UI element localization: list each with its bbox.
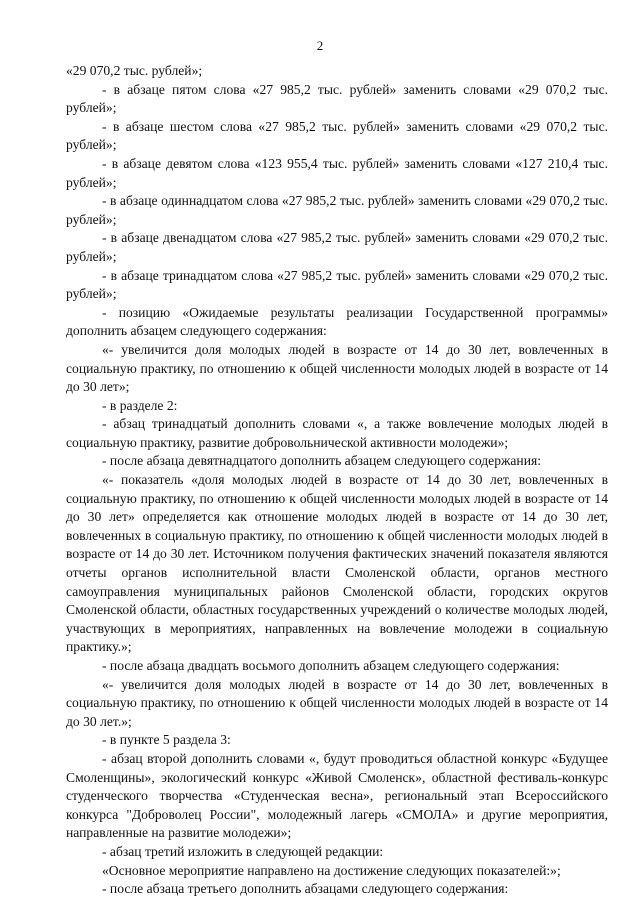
paragraph: «29 070,2 тыс. рублей»; [66, 63, 203, 78]
paragraph: «- увеличится доля молодых людей в возрасте от 14 до 30 лет, вовлеченных в социальную практику, по отношению к общей численности молодых людей в возрасте от 14 до 30 лет.»; [66, 676, 608, 729]
paragraph: - после абзаца девятнадцатого дополнить абзацем следующего содержания: [102, 453, 542, 469]
paragraph: - в абзаце одиннадцатом слова «27 985,2 тыс. рублей» заменить словами «29 070,2 тыс. рублей»; [66, 193, 608, 227]
paragraph: «- увеличится доля молодых людей в возрасте от 14 до 30 лет, вовлеченных в социальную практику, по отношению к общей численности молодых людей в возрасте от 14 до 30 лет»; [66, 341, 608, 395]
paragraph: - в абзаце девятом слова «123 955,4 тыс. рублей» заменить словами «127 210,4 тыс. рублей»; [66, 155, 608, 190]
paragraph: «Основное мероприятие направлено на достижение следующих показателей:»; [102, 862, 561, 878]
paragraph: - в разделе 2: [102, 397, 178, 413]
paragraph: - абзац тринадцатый дополнить словами «, а также вовлечение молодых людей в социальную практику, развитие добровольнической активности молодежи»; [66, 416, 608, 450]
paragraph: - в пункте 5 раздела 3: [102, 732, 231, 748]
paragraph: - в абзаце шестом слова «27 985,2 тыс. рублей» заменить словами «29 070,2 тыс. рублей»; [66, 118, 608, 153]
paragraph: «- показатель «доля молодых людей в возрасте от 14 до 30 лет, вовлеченных в социальную практику, по отношению к общей численности молодых людей в возрасте от 14 до 30 лет» определяется как отношение молодых людей в возрасте от 14 до 30 лет, вовлеченных в социальную практику, по отношению к общей численности молодых людей в возрасте от 14 до 30 лет. Источником получения фактических значений показателя являются отчеты органов исполнительной власти Смоленской области, органов местного самоуправления муниципальных районов Смоленской области, городских округов Смоленской области, областных государственных учреждений о количестве молодых людей, участвующих в мероприятиях, направленных на вовлечение молодежи в социальную практику.»; [66, 472, 608, 655]
document-body [66, 62, 608, 899]
paragraph: - в абзаце пятом слова «27 985,2 тыс. рублей» заменить словами «29 070,2 тыс. рублей»; [66, 81, 608, 116]
paragraph: - в абзаце тринадцатом слова «27 985,2 тыс. рублей» заменить словами «29 070,2 тыс. рублей»; [66, 267, 608, 302]
paragraph: - после абзаца третьего дополнить абзацами следующего содержания: [102, 881, 509, 897]
paragraph: - после абзаца двадцать восьмого дополнить абзацем следующего содержания: [102, 658, 560, 673]
paragraph: - абзац третий изложить в следующей редакции: [102, 843, 384, 859]
page-number: 2 [316, 38, 324, 53]
paragraph: - в абзаце двенадцатом слова «27 985,2 тыс. рублей» заменить словами «29 070,2 тыс. рублей»; [66, 230, 608, 264]
paragraph: - позицию «Ожидаемые результаты реализации Государственной программы» дополнить абзацем следующего содержания: [66, 304, 608, 339]
paragraph: - абзац второй дополнить словами «, будут проводиться областной конкурс «Будущее Смоленщины», экологический конкурс «Живой Смоленск», областной фестиваль-конкурс студенческого творчества «Студенческая весна», региональный этап Всероссийского конкурса "Доброволец России", молодежный лагерь «СМОЛА» и другие мероприятия, направленные на развитие молодежи»; [66, 750, 608, 841]
